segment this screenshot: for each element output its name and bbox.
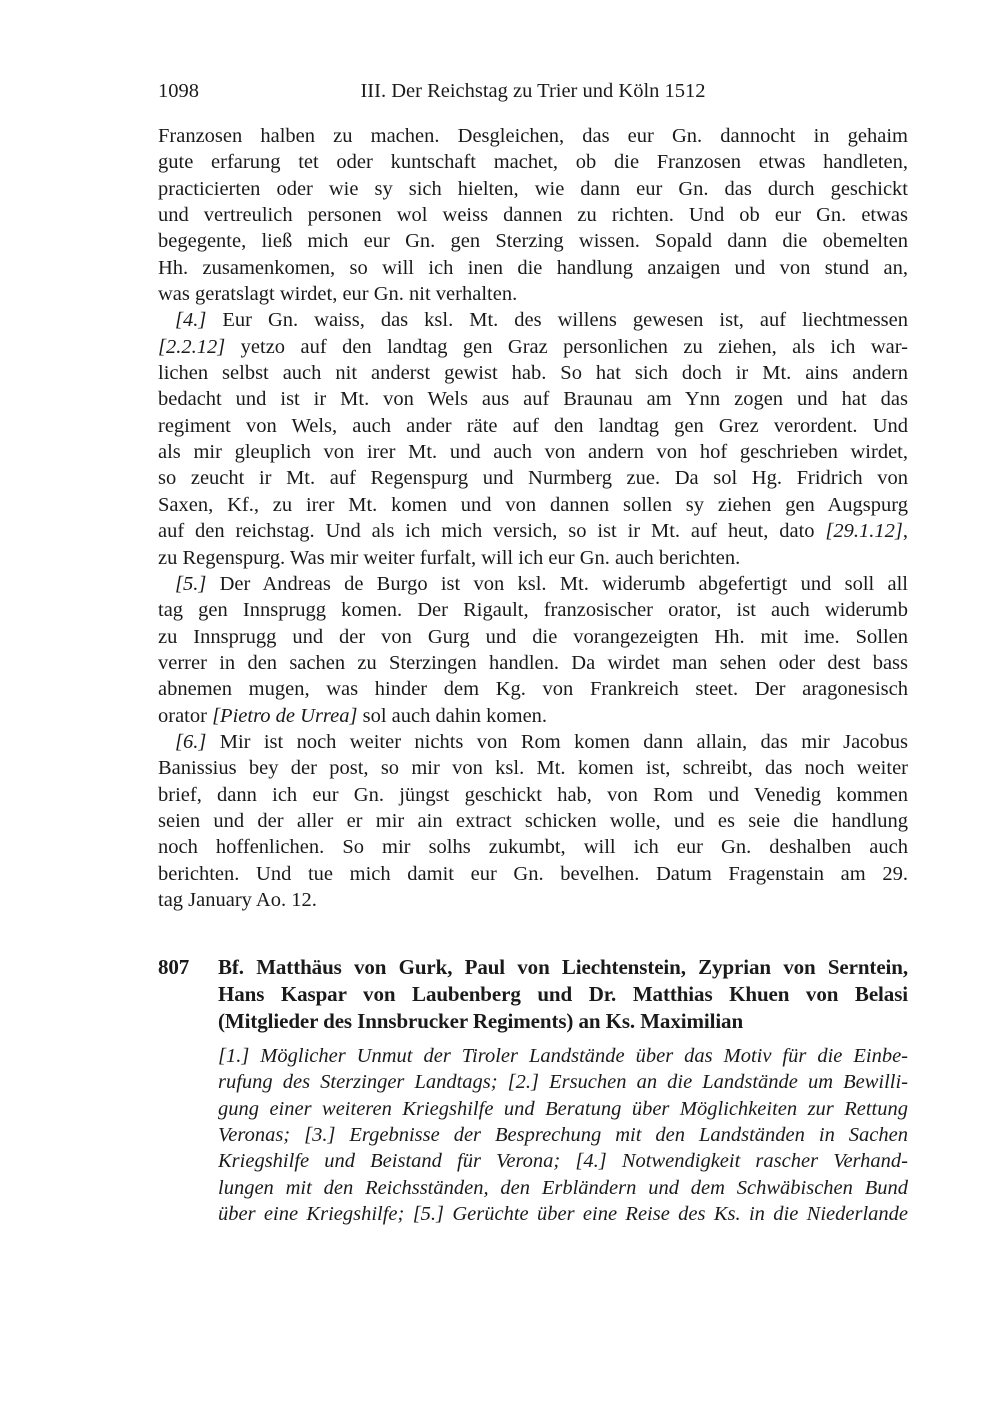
text-segment: (Mitglieder des Innsbrucker Regiments) an Ks. Maximilian	[218, 1009, 744, 1033]
italic-text-segment: [5.]	[175, 572, 207, 595]
paragraph	[158, 729, 908, 913]
text-line	[218, 1008, 908, 1035]
text-segment: noch hoffenlichen. So mir solhs zukumbt, will ich eur Gn. deshalben auch	[158, 836, 908, 859]
text-line	[158, 176, 908, 202]
text-line	[158, 413, 908, 439]
text-segment: orator	[158, 704, 213, 727]
text-line	[218, 1043, 908, 1069]
text-line	[158, 597, 908, 623]
text-line	[158, 571, 908, 597]
text-segment: gung einer weiteren Kriegshilfe und Beratung über Möglichkeiten zur Rettung	[218, 1097, 908, 1120]
text-segment: Hh. zusamenkomen, so will ich inen die handlung anzaigen und von stund an,	[158, 256, 908, 279]
text-segment: rufung des Sterzinger Landtags; [2.] Ersuchen an die Landstände um Bewilli-	[218, 1071, 908, 1094]
text-segment: Veronas; [3.] Ergebnisse der Besprechung mit den Landständen in Sachen	[218, 1124, 908, 1147]
text-segment: lungen mit den Reichsständen, den Erbländern und dem Schwäbischen Bund	[218, 1176, 908, 1199]
text-line	[158, 255, 908, 281]
text-segment: ,	[902, 520, 908, 543]
text-line	[158, 386, 908, 412]
text-segment: gute erfarung tet oder kuntschaft machet, ob die Franzosen etwas handleten,	[158, 151, 908, 174]
text-segment: zu Innsprugg und der von Gurg und die vorangezeigten Hh. mit ime. Sollen	[158, 625, 908, 648]
text-segment: als mir gleuplich von irer Mt. und auch von andern von hof geschrieben wirdet,	[158, 441, 908, 464]
text-line	[158, 755, 908, 781]
text-segment: lichen selbst auch nit anderst gewist hab. So hat sich doch ir Mt. ains andern	[158, 362, 908, 385]
text-line	[158, 518, 908, 544]
italic-text-segment: [Pietro de Urrea]	[212, 704, 358, 727]
text-line	[158, 492, 908, 518]
text-line	[218, 1175, 908, 1201]
text-segment: abnemen mugen, was hinder dem Kg. von Frankreich steet. Der aragonesisch	[158, 678, 908, 701]
running-title: III. Der Reichstag zu Trier und Köln 1512	[360, 80, 706, 102]
text-line	[218, 1148, 908, 1174]
text-line	[158, 861, 908, 887]
text-line	[158, 650, 908, 676]
text-segment: tag January Ao. 12.	[158, 888, 317, 911]
italic-text-segment: [2.2.12]	[158, 335, 226, 358]
text-line	[158, 202, 908, 228]
body-text	[158, 123, 908, 913]
text-segment: Saxen, Kf., zu irer Mt. komen und von dannen sollen sy ziehen gen Augspurg	[158, 493, 908, 516]
text-line	[158, 281, 908, 307]
text-segment: Banissius bey der post, so mir von ksl. Mt. komen ist, schreibt, das noch weiter	[158, 757, 908, 780]
text-segment: Der Andreas de Burgo ist von ksl. Mt. widerumb abgefertigt und soll all	[206, 572, 908, 595]
page-number: 1098	[158, 80, 199, 102]
text-segment: bedacht und ist ir Mt. von Wels aus auf Braunau am Ynn zogen und hat das	[158, 388, 908, 411]
text-segment: auf den reichstag. Und als ich mich versich, so ist ir Mt. auf heut, dato	[158, 520, 826, 543]
page-header	[158, 78, 908, 104]
entry-heading	[218, 954, 908, 1035]
text-line	[158, 334, 908, 360]
text-line	[218, 1096, 908, 1122]
text-segment: tag gen Innsprugg komen. Der Rigault, franzosischer orator, ist auch widerumb	[158, 599, 908, 622]
text-line	[158, 439, 908, 465]
text-segment: zu Regenspurg. Was mir weiter furfalt, will ich eur Gn. auch berichten.	[158, 546, 741, 569]
text-line	[218, 981, 908, 1008]
text-segment: berichten. Und tue mich damit eur Gn. bevelhen. Datum Fragenstain am 29.	[158, 862, 908, 885]
paragraph	[158, 571, 908, 729]
text-segment: Mir ist noch weiter nichts von Rom komen dann allain, das mir Jacobus	[206, 730, 908, 753]
text-line	[158, 782, 908, 808]
italic-text-segment: [4.]	[175, 309, 207, 332]
entry-summary	[218, 1043, 908, 1227]
text-segment: Hans Kaspar von Laubenberg und Dr. Matthias Khuen von Belasi	[218, 982, 908, 1006]
text-line	[218, 1201, 908, 1227]
text-line	[158, 149, 908, 175]
text-line	[158, 808, 908, 834]
italic-text-segment: [6.]	[175, 730, 207, 753]
text-segment: begegente, ließ mich eur Gn. gen Sterzing wissen. Sopald dann die obemelten	[158, 230, 908, 253]
text-line	[158, 465, 908, 491]
text-segment: seien und der aller er mir ain extract schicken wolle, und es seie die handlung	[158, 809, 908, 832]
text-segment: Franzosen halben zu machen. Desgleichen, das eur Gn. dannocht in gehaim	[158, 125, 908, 147]
text-line	[158, 834, 908, 860]
text-line	[158, 360, 908, 386]
text-segment: practicierten oder wie sy sich hielten, wie dann eur Gn. das durch geschickt	[158, 177, 908, 200]
text-line	[158, 228, 908, 254]
paragraph	[158, 123, 908, 307]
text-line	[218, 954, 908, 981]
text-line	[158, 545, 908, 571]
text-segment: Eur Gn. waiss, das ksl. Mt. des willens gewesen ist, auf liechtmessen	[206, 309, 908, 332]
text-segment: so zeucht ir Mt. auf Regenspurg und Nurmberg zue. Da sol Hg. Fridrich von	[158, 467, 908, 490]
text-line	[158, 703, 908, 729]
text-segment: [1.] Möglicher Unmut der Tiroler Landstände über das Motiv für die Einbe-	[218, 1045, 908, 1067]
text-segment: sol auch dahin komen.	[357, 704, 548, 727]
text-line	[158, 624, 908, 650]
entry-807	[158, 954, 908, 1035]
text-line	[158, 729, 908, 755]
text-segment: Bf. Matthäus von Gurk, Paul von Liechtenstein, Zyprian von Serntein,	[218, 955, 908, 979]
text-line	[218, 1122, 908, 1148]
text-segment: was geratslagt wirdet, eur Gn. nit verhalten.	[158, 283, 518, 306]
text-segment: und vertreulich personen wol weiss dannen zu richten. Und ob eur Gn. etwas	[158, 204, 908, 227]
text-line	[158, 676, 908, 702]
text-segment: brief, dann ich eur Gn. jüngst geschickt hab, von Rom und Venedig kommen	[158, 783, 908, 806]
entry-number: 807	[158, 955, 190, 979]
italic-text-segment: [29.1.12]	[825, 520, 903, 543]
text-segment: Kriegshilfe und Beistand für Verona; [4.] Notwendigkeit rascher Verhand-	[218, 1150, 908, 1173]
text-segment: verrer in den sachen zu Sterzingen handlen. Da wirdet man sehen oder dest bass	[158, 651, 908, 674]
text-line	[158, 887, 908, 913]
text-line	[218, 1069, 908, 1095]
text-segment: regiment von Wels, auch ander räte auf den landtag gen Grez verordent. Und	[158, 414, 908, 437]
text-segment: über eine Kriegshilfe; [5.] Gerüchte über eine Reise des Ks. in die Niederlande	[218, 1203, 908, 1226]
paragraph	[158, 307, 908, 570]
text-line	[158, 307, 908, 333]
text-segment: yetzo auf den landtag gen Graz personlichen zu ziehen, als ich war-	[225, 335, 908, 358]
text-line	[158, 123, 908, 149]
